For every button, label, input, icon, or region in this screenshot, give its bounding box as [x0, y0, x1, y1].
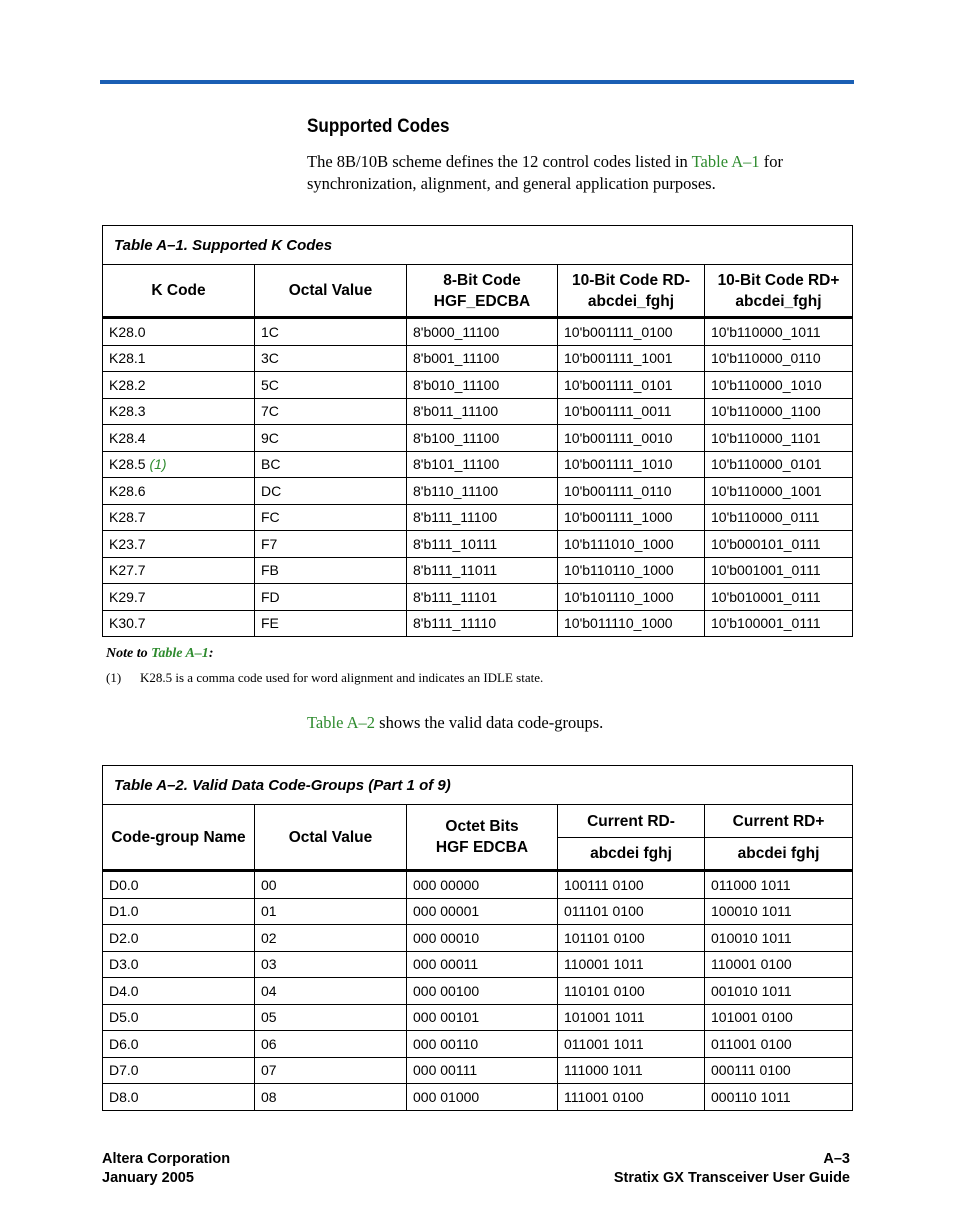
- cell-text: K28.2: [109, 376, 146, 393]
- table-cell: [558, 318, 705, 346]
- table-cell: [407, 898, 558, 925]
- header-line: HGF EDCBA: [435, 839, 529, 856]
- cell-text: 000110 1011: [711, 1088, 791, 1105]
- table-cell: [407, 504, 558, 531]
- table-caption: Table A–2. Valid Data Code-Groups (Part 1 of 9): [103, 766, 853, 805]
- column-header: Current RD+: [705, 805, 853, 838]
- cell-text: 8'b111_11110: [413, 615, 497, 632]
- table-cell: [103, 978, 255, 1005]
- cell-text: 5C: [261, 376, 279, 393]
- cell-text: 8'b111_10111: [413, 535, 498, 552]
- cell-text: 10'b110110_1000: [564, 562, 674, 579]
- table-row: [103, 1057, 853, 1084]
- cell-text: 000 00111: [413, 1062, 478, 1079]
- table-cell: [705, 504, 853, 531]
- table-cell: [407, 978, 558, 1005]
- cell-text: F7: [261, 535, 278, 552]
- cell-text: 8'b000_11100: [413, 323, 500, 340]
- table-cell: [705, 951, 853, 978]
- cell-text: 8'b101_11100: [413, 456, 500, 473]
- table-cell: [103, 531, 255, 558]
- cell-text: 101101 0100: [564, 929, 645, 946]
- table-cell: [103, 584, 255, 611]
- column-header: [558, 265, 705, 318]
- footer-left: [102, 1150, 230, 1188]
- header-line: abcdei_fghj: [735, 292, 822, 310]
- header-line: Octet Bits: [445, 818, 519, 835]
- cell-text: K28.0: [109, 323, 146, 340]
- cell-text: 10'b001111_0010: [564, 429, 673, 446]
- table-cell: [255, 1031, 407, 1058]
- table-cell: [705, 425, 853, 452]
- cell-text: 8'b111_11011: [413, 562, 498, 579]
- footer-right: [614, 1150, 850, 1188]
- table-cell: [103, 504, 255, 531]
- table-a2-link[interactable]: Table A–2: [307, 713, 376, 732]
- cell-text: 011101 0100: [564, 903, 644, 920]
- column-header: [407, 265, 558, 318]
- cell-text: D1.0: [109, 903, 139, 920]
- table-cell: [558, 504, 705, 531]
- table-row: [103, 425, 853, 452]
- cell-text: 10'b110000_1100: [711, 403, 821, 420]
- cell-text: 110101 0100: [564, 982, 645, 999]
- table-cell: [255, 398, 407, 425]
- cell-text: 08: [261, 1088, 277, 1105]
- header-line: abcdei_fghj: [587, 292, 675, 310]
- cell-text: 000111 0100: [711, 1062, 791, 1079]
- cell-text: 010010 1011: [711, 929, 792, 946]
- table-cell: [558, 557, 705, 584]
- cell-text: 000 00000: [413, 876, 480, 893]
- table-cell: [558, 584, 705, 611]
- cell-text: 100111 0100: [564, 876, 644, 893]
- table-cell: [407, 372, 558, 399]
- table-row: [103, 531, 853, 558]
- cell-text: 9C: [261, 429, 279, 446]
- cell-text: 10'b110000_0111: [711, 509, 820, 526]
- table-cell: [705, 531, 853, 558]
- footnote-text: K28.5 is a comma code used for word alignment and indicates an IDLE state.: [140, 670, 544, 685]
- cell-text: 10'b110000_1011: [711, 323, 821, 340]
- table-cell: [558, 451, 705, 478]
- table-cell: [558, 345, 705, 372]
- intro-text-start: The 8B/10B scheme defines the 12 control codes listed in: [307, 152, 692, 171]
- cell-text: 111000 1011: [564, 1062, 643, 1079]
- cell-text: 8'b111_11100: [413, 509, 498, 526]
- cell-text: 101001 1011: [564, 1009, 645, 1026]
- cell-text: 000 00110: [413, 1035, 479, 1052]
- column-header: [407, 805, 558, 871]
- cell-text: 10'b001001_0111: [711, 562, 821, 579]
- table-cell: [558, 610, 705, 637]
- cell-text: 10'b001111_1001: [564, 350, 673, 367]
- table-row: [103, 557, 853, 584]
- table-cell: [705, 345, 853, 372]
- intro-paragraph: [307, 151, 847, 195]
- cell-text: 10'b001111_0101: [564, 376, 673, 393]
- table-cell: [407, 1057, 558, 1084]
- table-cell: [705, 1057, 853, 1084]
- cell-text: 000 01000: [413, 1088, 480, 1105]
- cell-text: 10'b001111_0100: [564, 323, 673, 340]
- cell-text: 011000 1011: [711, 876, 791, 893]
- table-cell: [558, 398, 705, 425]
- cell-text: 10'b101110_1000: [564, 588, 674, 605]
- cell-text: 8'b011_11100: [413, 403, 499, 420]
- table-cell: [103, 318, 255, 346]
- table-cell: [103, 1057, 255, 1084]
- cell-text: 10'b010001_0111: [711, 588, 821, 605]
- cell-text: D3.0: [109, 956, 139, 973]
- table-cell: [407, 925, 558, 952]
- cell-text: 3C: [261, 350, 279, 367]
- footer-page-number: A–3: [823, 1151, 850, 1167]
- table-cell: [705, 1031, 853, 1058]
- cell-text: 000 00101: [413, 1009, 480, 1026]
- table-a2-intro: [307, 712, 603, 734]
- table-cell: [255, 478, 407, 505]
- table-cell: [255, 1084, 407, 1111]
- table-cell: [407, 610, 558, 637]
- column-header: Octal Value: [255, 265, 407, 318]
- cell-text: 05: [261, 1009, 277, 1026]
- table-row: [103, 318, 853, 346]
- cell-text: K28.3: [109, 403, 146, 420]
- table-a1: [102, 225, 853, 637]
- column-header: Octal Value: [255, 805, 407, 871]
- cell-text: 10'b000101_0111: [711, 535, 821, 552]
- table-cell: [407, 345, 558, 372]
- cell-text: K28.7: [109, 509, 146, 526]
- table-cell: [103, 345, 255, 372]
- cell-text: 111001 0100: [564, 1088, 644, 1105]
- cell-text: D8.0: [109, 1088, 139, 1105]
- table-row: [103, 951, 853, 978]
- table-cell: [255, 978, 407, 1005]
- table-row: [103, 478, 853, 505]
- note-suffix: :: [208, 646, 214, 661]
- cell-text: 8'b110_11100: [413, 482, 499, 499]
- table-cell: [558, 1057, 705, 1084]
- column-header: Code-group Name: [103, 805, 255, 871]
- footnote-ref-link[interactable]: (1): [149, 456, 167, 473]
- cell-text: 10'b100001_0111: [711, 615, 821, 632]
- cell-text: 10'b111010_1000: [564, 535, 674, 552]
- table-cell: [103, 557, 255, 584]
- cell-text: 01: [261, 903, 277, 920]
- table-a1-link[interactable]: Table A–1: [691, 152, 760, 171]
- column-subheader: abcdei fghj: [705, 838, 853, 871]
- column-header: K Code: [103, 265, 255, 318]
- table-cell: [255, 504, 407, 531]
- column-subheader: abcdei fghj: [558, 838, 705, 871]
- table-cell: [558, 372, 705, 399]
- cell-text: FC: [261, 509, 280, 526]
- cell-text: D6.0: [109, 1035, 139, 1052]
- table-row: [103, 504, 853, 531]
- table-cell: [103, 1084, 255, 1111]
- note-table-link[interactable]: Table A–1: [151, 646, 209, 661]
- cell-text: DC: [261, 482, 282, 499]
- table-cell: [705, 1004, 853, 1031]
- cell-text: 011001 0100: [711, 1035, 792, 1052]
- table-cell: [103, 1031, 255, 1058]
- table-cell: [705, 557, 853, 584]
- column-header: [705, 265, 853, 318]
- cell-text: FB: [261, 562, 279, 579]
- table-cell: [558, 531, 705, 558]
- cell-text: 10'b110000_1101: [711, 429, 821, 446]
- table-cell: [255, 318, 407, 346]
- note-title: [106, 646, 213, 662]
- table-cell: [407, 318, 558, 346]
- cell-text: 1C: [261, 323, 279, 340]
- table-row: [103, 398, 853, 425]
- table-cell: [103, 1004, 255, 1031]
- table-cell: [705, 978, 853, 1005]
- footer-company: Altera Corporation: [102, 1151, 231, 1167]
- table-cell: [255, 451, 407, 478]
- table-cell: [407, 1004, 558, 1031]
- table-cell: [103, 398, 255, 425]
- cell-text: K23.7: [109, 535, 146, 552]
- cell-text: 10'b110000_0101: [711, 456, 822, 473]
- cell-text: 03: [261, 956, 277, 973]
- table-row: [103, 871, 853, 899]
- table-cell: [255, 925, 407, 952]
- footnote: [106, 670, 543, 686]
- table-cell: [255, 372, 407, 399]
- cell-text: FE: [261, 615, 279, 632]
- table-cell: [407, 478, 558, 505]
- table-a2-intro-text: shows the valid data code-groups.: [375, 713, 604, 732]
- footer-date: January 2005: [102, 1170, 194, 1186]
- table-row: [103, 345, 853, 372]
- table-cell: [705, 871, 853, 899]
- table-cell: [705, 318, 853, 346]
- intro-text-end: for synchronization, alignment, and general application purposes.: [307, 152, 784, 193]
- table-cell: [255, 425, 407, 452]
- table-cell: [407, 398, 558, 425]
- table-cell: [255, 345, 407, 372]
- cell-text: 10'b001111_0110: [564, 482, 672, 499]
- table-cell: [705, 925, 853, 952]
- table-cell: [103, 451, 255, 478]
- cell-text: K28.4: [109, 429, 146, 446]
- table-cell: [103, 951, 255, 978]
- table-cell: [103, 425, 255, 452]
- cell-text: 10'b110000_0110: [711, 350, 821, 367]
- note-prefix: Note to: [106, 646, 152, 661]
- cell-text: 101001 0100: [711, 1009, 793, 1026]
- cell-text: FD: [261, 588, 280, 605]
- cell-text: 000 00011: [413, 956, 479, 973]
- table-row: [103, 898, 853, 925]
- table-cell: [255, 1004, 407, 1031]
- cell-text: 011001 1011: [564, 1035, 644, 1052]
- cell-text: 00: [261, 876, 277, 893]
- table-row: [103, 372, 853, 399]
- table-cell: [255, 871, 407, 899]
- cell-text: 8'b111_11101: [413, 588, 498, 605]
- cell-text: D7.0: [109, 1062, 139, 1079]
- header-line: HGF_EDCBA: [433, 292, 531, 310]
- table-cell: [407, 557, 558, 584]
- table-cell: [705, 451, 853, 478]
- table-cell: [103, 610, 255, 637]
- table-cell: [558, 478, 705, 505]
- table-cell: [558, 1004, 705, 1031]
- table-cell: [558, 978, 705, 1005]
- table-row: [103, 925, 853, 952]
- cell-text: 000 00010: [413, 929, 480, 946]
- cell-text: 110001 1011: [564, 956, 644, 973]
- header-line: 10-Bit Code RD-: [572, 271, 690, 289]
- table-cell: [407, 951, 558, 978]
- table-cell: [407, 425, 558, 452]
- cell-text: 8'b001_11100: [413, 350, 500, 367]
- cell-text: 100010 1011: [711, 903, 792, 920]
- table-cell: [558, 425, 705, 452]
- footer-guide-title: Stratix GX Transceiver User Guide: [613, 1170, 850, 1186]
- cell-text: D0.0: [109, 876, 139, 893]
- table-row: [103, 451, 853, 478]
- cell-text: 000 00100: [413, 982, 480, 999]
- table-caption: Table A–1. Supported K Codes: [103, 226, 853, 265]
- table-row: [103, 584, 853, 611]
- table-row: [103, 978, 853, 1005]
- cell-text: 10'b001111_1000: [564, 509, 673, 526]
- cell-text: 000 00001: [413, 903, 480, 920]
- table-cell: [255, 610, 407, 637]
- table-cell: [705, 898, 853, 925]
- cell-text: 10'b110000_1001: [711, 482, 822, 499]
- table-cell: [705, 584, 853, 611]
- section-title: Supported Codes: [307, 116, 450, 137]
- table-cell: [558, 951, 705, 978]
- table-row: [103, 610, 853, 637]
- table-cell: [255, 531, 407, 558]
- table-cell: [705, 372, 853, 399]
- table-cell: [407, 451, 558, 478]
- cell-text: K28.1: [109, 350, 146, 367]
- table-cell: [255, 951, 407, 978]
- table-cell: [558, 925, 705, 952]
- table-cell: [558, 1031, 705, 1058]
- cell-text: K28.5: [109, 456, 146, 473]
- cell-text: 04: [261, 982, 277, 999]
- cell-text: 10'b110000_1010: [711, 376, 822, 393]
- cell-text: BC: [261, 456, 281, 473]
- table-cell: [407, 1031, 558, 1058]
- table-cell: [407, 531, 558, 558]
- cell-text: D4.0: [109, 982, 139, 999]
- cell-text: 7C: [261, 403, 279, 420]
- table-row: [103, 1084, 853, 1111]
- table-cell: [255, 1057, 407, 1084]
- table-cell: [255, 898, 407, 925]
- cell-text: D5.0: [109, 1009, 139, 1026]
- table-cell: [558, 898, 705, 925]
- table-cell: [558, 871, 705, 899]
- table-row: [103, 1004, 853, 1031]
- cell-text: 07: [261, 1062, 277, 1079]
- table-row: [103, 1031, 853, 1058]
- cell-text: 001010 1011: [711, 982, 792, 999]
- cell-text: 8'b100_11100: [413, 429, 500, 446]
- cell-text: 10'b001111_0011: [564, 403, 672, 420]
- footnote-number: (1): [106, 670, 122, 685]
- table-cell: [103, 871, 255, 899]
- table-cell: [407, 1084, 558, 1111]
- header-rule: [100, 80, 854, 84]
- table-cell: [407, 871, 558, 899]
- cell-text: 10'b011110_1000: [564, 615, 673, 632]
- cell-text: 02: [261, 929, 277, 946]
- table-cell: [558, 1084, 705, 1111]
- table-a2: [102, 765, 853, 1111]
- table-cell: [407, 584, 558, 611]
- cell-text: K28.6: [109, 482, 146, 499]
- header-line: 10-Bit Code RD+: [717, 271, 840, 289]
- table-cell: [705, 610, 853, 637]
- cell-text: 110001 0100: [711, 956, 792, 973]
- column-header: Current RD-: [558, 805, 705, 838]
- table-cell: [103, 898, 255, 925]
- header-line: 8-Bit Code: [443, 271, 521, 289]
- table-cell: [103, 478, 255, 505]
- table-cell: [255, 584, 407, 611]
- cell-text: 8'b010_11100: [413, 376, 500, 393]
- table-cell: [705, 398, 853, 425]
- table-cell: [103, 372, 255, 399]
- table-cell: [103, 925, 255, 952]
- cell-text: D2.0: [109, 929, 139, 946]
- cell-text: K30.7: [109, 615, 146, 632]
- cell-text: 06: [261, 1035, 277, 1052]
- cell-text: K29.7: [109, 588, 146, 605]
- table-cell: [255, 557, 407, 584]
- table-cell: [705, 478, 853, 505]
- cell-text: 10'b001111_1010: [564, 456, 673, 473]
- cell-text: K27.7: [109, 562, 146, 579]
- table-cell: [705, 1084, 853, 1111]
